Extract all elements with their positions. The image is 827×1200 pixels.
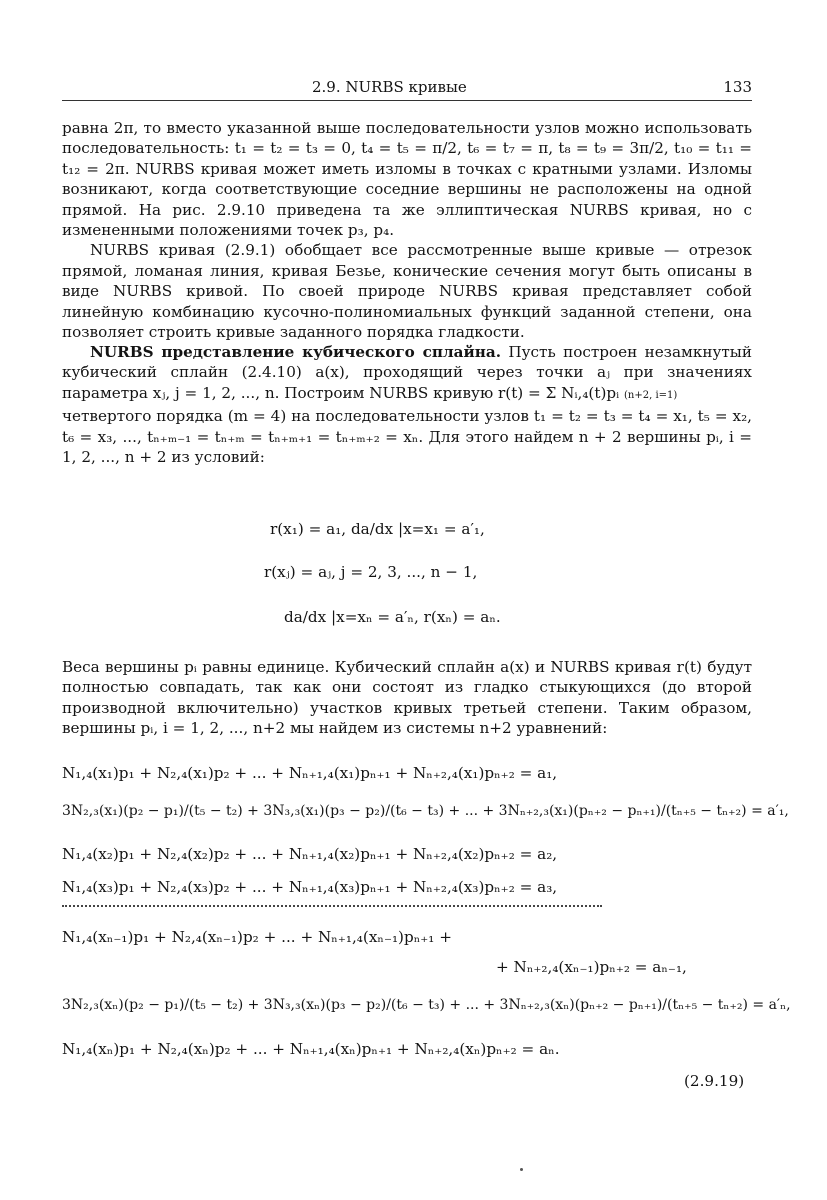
system-eq-4: N₁,₄(x₃)p₁ + N₂,₄(x₃)p₂ + ... + Nₙ₊₁,₄(x₃)pₙ₊₁ + Nₙ₊₂,₄(x₃)pₙ₊₂ = a₃, [62,878,558,896]
system-eq-7: N₁,₄(xₙ)p₁ + N₂,₄(xₙ)p₂ + ... + Nₙ₊₁,₄(xₙ)pₙ₊₁ + Nₙ₊₂,₄(xₙ)pₙ₊₂ = aₙ. [62,1040,560,1058]
system-eq-2: 3N₂,₃(x₁)(p₂ − p₁)/(t₅ − t₂) + 3N₃,₃(x₁)(p₃ − p₂)/(t₆ − t₃) + ... + 3Nₙ₊₂,₃(x₁)(pₙ₊₂ − pₙ₊₁)/(tₙ₊₅ − tₙ₊₂) = a′₁, [62,803,789,819]
equation-number: (2.9.19) [684,1072,745,1090]
system-eq-5a: N₁,₄(xₙ₋₁)p₁ + N₂,₄(xₙ₋₁)p₂ + ... + Nₙ₊₁,₄(xₙ₋₁)pₙ₊₁ + [62,928,452,946]
system-eq-5b: + Nₙ₊₂,₄(xₙ₋₁)pₙ₊₂ = aₙ₋₁, [496,958,687,976]
sum-lower-limit: i=1 [655,389,674,401]
sum-upper-limit: n+2 [627,389,650,401]
paragraph-2: NURBS кривая (2.9.1) обобщает все рассмотренные выше кривые — отрезок прямой, ломаная линия, кривая Безье, конические сечения могут быть описаны в виде NURBS кривой. По своей природе NURBS кривая представляет собой линейную комбинацию кусочно-полиномиальных функций заданной степени, она позволяет строить кривые заданного порядка гладкости. [62,241,752,342]
condition-2: r(xⱼ) = aⱼ, j = 2, 3, ..., n − 1, [264,563,478,581]
section-title: 2.9. NURBS кривые [312,78,467,96]
section-block: NURBS представление кубического сплайна. Пусть построен незамкнутый кубический сплайн (2.4.10) a(x), проходящий через точки aⱼ при значениях параметра xⱼ, j = 1, 2, ..., n. Построим NURBS кривую r(t) = Σ Nᵢ,₄(t)pᵢ (n+2, i=1) четвертого порядка (m = 4) на последовательности узлов t₁ = t₂ = t₃ = t₄ = x₁, t₅ = x₂, t₆ = x₃, ..., tₙ₊ₘ₋₁ = tₙ₊ₘ = tₙ₊ₘ₊₁ = tₙ₊ₘ₊₂ = xₙ. Для этого найдем n + 2 вершины pᵢ, i = 1, 2, ..., n + 2 из условий: [62,343,752,467]
condition-3: da/dx |x=xₙ = a′ₙ, r(xₙ) = aₙ. [284,608,501,626]
paragraph-3: Веса вершины pᵢ равны единице. Кубический сплайн a(x) и NURBS кривая r(t) будут полностью совпадать, так как они состоят из гладко стыкующихся (до второй производной включительно) участков кривых третьей степени. Таким образом, вершины pᵢ, i = 1, 2, ..., n+2 мы найдем из системы n+2 уравнений: [62,658,752,738]
section-text-2: четвертого порядка (m = 4) на последовательности узлов t₁ = t₂ = t₃ = t₄ = x₁, t₅ = x₂, t₆ = x₃, ..., tₙ₊ₘ₋₁ = tₙ₊ₘ = tₙ₊ₘ₊₁ = tₙ₊ₘ₊₂ = xₙ. Для этого найдем n + 2 вершины pᵢ, i = 1, 2, ..., n + 2 из условий: [62,407,752,467]
body-text-top [62,118,752,342]
page-number: 133 [723,78,752,96]
section-text-1: Пусть построен незамкнутый кубический сплайн (2.4.10) a(x), проходящий через точки aⱼ при значениях параметра xⱼ, j = 1, 2, ..., n. Построим NURBS кривую r(t) = Σ Nᵢ,₄(t)pᵢ [62,343,752,402]
condition-1: r(x₁) = a₁, da/dx |x=x₁ = a′₁, [270,520,485,538]
system-eq-6: 3N₂,₃(xₙ)(p₂ − p₁)/(t₅ − t₂) + 3N₃,₃(xₙ)(p₃ − p₂)/(t₆ − t₃) + ... + 3Nₙ₊₂,₃(xₙ)(pₙ₊₂ − pₙ₊₁)/(tₙ₊₅ − tₙ₊₂) = a′ₙ, [62,997,791,1013]
paragraph-1: равна 2π, то вместо указанной выше последовательности узлов можно использовать последовательность: t₁ = t₂ = t₃ = 0, t₄ = t₅ = π/2, t₆ = t₇ = π, t₈ = t₉ = 3π/2, t₁₀ = t₁₁ = t₁₂ = 2π. NURBS кривая может иметь изломы в точках с кратными узлами. Изломы возникают, когда соответствующие соседние вершины не расположены на одной прямой. На рис. 2.9.10 приведена та же эллиптическая NURBS кривая, но с измененными положениями точек p₃, p₄. [62,119,752,240]
ellipsis-row [62,905,602,907]
system-eq-1: N₁,₄(x₁)p₁ + N₂,₄(x₁)p₂ + ... + Nₙ₊₁,₄(x₁)pₙ₊₁ + Nₙ₊₂,₄(x₁)pₙ₊₂ = a₁, [62,764,558,782]
paragraph-weights [62,657,752,739]
section-heading: NURBS представление кубического сплайна. [90,343,502,361]
system-eq-3: N₁,₄(x₂)p₁ + N₂,₄(x₂)p₂ + ... + Nₙ₊₁,₄(x₂)pₙ₊₁ + Nₙ₊₂,₄(x₂)pₙ₊₂ = a₂, [62,845,558,863]
running-header [62,78,752,101]
scan-speck [520,1168,523,1171]
